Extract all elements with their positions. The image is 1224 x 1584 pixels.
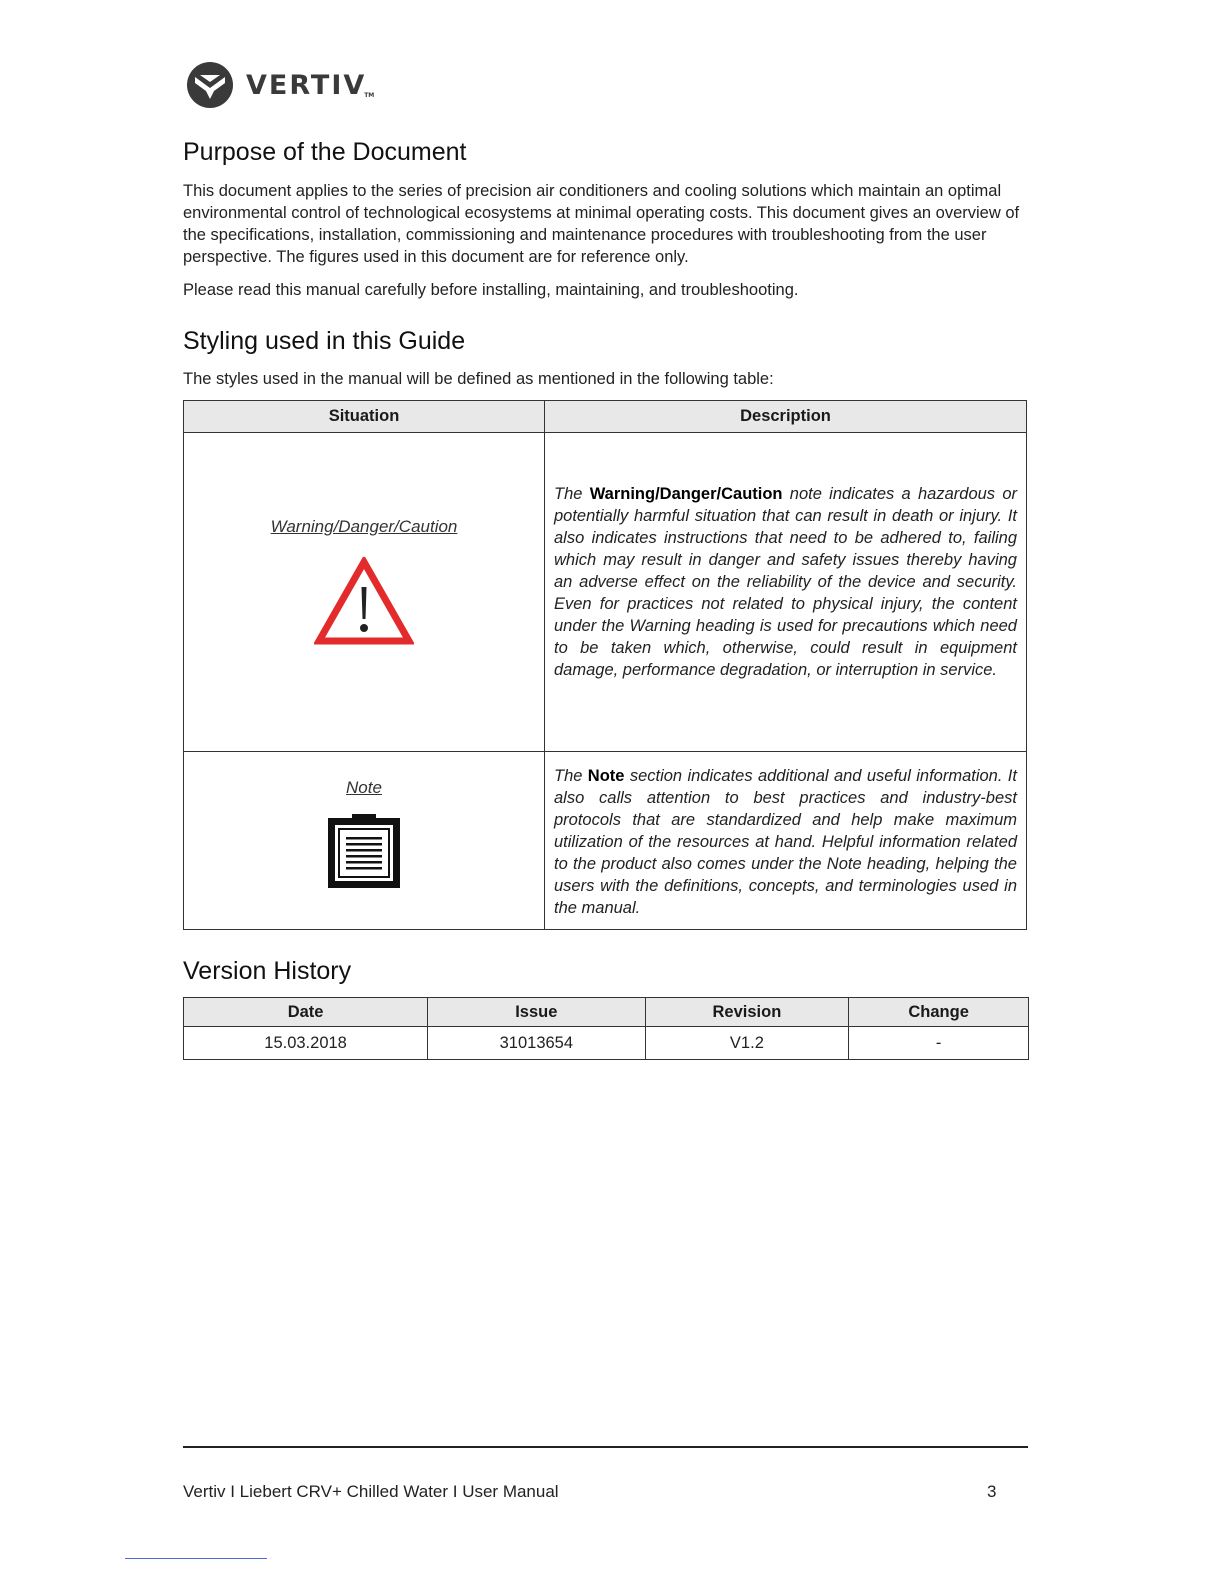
purpose-heading: Purpose of the Document (183, 138, 467, 166)
description-cell-warning (545, 433, 1027, 752)
styling-heading: Styling used in this Guide (183, 327, 466, 355)
table-row-note (184, 752, 1027, 930)
column-header-revision: Revision (645, 998, 849, 1027)
cell-revision: V1.2 (645, 1027, 849, 1060)
table-row-warning (184, 433, 1027, 752)
read-manual-paragraph: Please read this manual carefully before installing, maintaining, and troubleshooting. (183, 281, 799, 299)
column-header-issue: Issue (428, 998, 645, 1027)
version-history-table (183, 997, 1029, 1060)
vertiv-logo (186, 62, 375, 108)
column-header-description: Description (545, 401, 1027, 433)
styles-table-header-row (184, 401, 1027, 433)
cell-issue: 31013654 (428, 1027, 645, 1060)
bottom-link-underline[interactable] (125, 1558, 267, 1559)
logo-text: VERTIV TM (246, 69, 375, 101)
situation-cell-warning (184, 433, 545, 752)
styling-intro: The styles used in the manual will be defined as mentioned in the following table: (183, 370, 774, 388)
vertiv-logo-icon (186, 61, 234, 109)
description-text-note: The Note section indicates additional and useful information. It also calls attention to best practices and industry-best protocols that are standardized and help make maximum utilization of the resources at hand. Helpful information related to the product also comes under the Note heading, helping the users with the definitions, concepts, and terminologies used in the manual. (554, 767, 1017, 917)
clipboard-note-icon (324, 812, 404, 892)
footer-text: Vertiv I Liebert CRV+ Chilled Water I User Manual (183, 1482, 559, 1501)
purpose-paragraph: This document applies to the series of precision air conditioners and cooling solutions which maintain an optimal environmental control of technological ecosystems at minimal operating costs. This document gives an overview of the specifications, installation, commissioning and maintenance procedures with troubleshooting from the user perspective. The figures used in this document are for reference only. (183, 182, 1020, 266)
situation-cell-note (184, 752, 545, 930)
table-row (184, 1027, 1029, 1060)
cell-change: - (849, 1027, 1029, 1060)
column-header-change: Change (849, 998, 1029, 1027)
description-text-warning: The Warning/Danger/Caution note indicates a hazardous or potentially harmful situation that can result in death or injury. It also indicates instructions that need to be adhered to, failing which may result in danger and safety issues thereby having an adverse effect on the reliability of the device and security. Even for practices not related to physical injury, the content under the Warning heading is used for precautions which need to be taken which, otherwise, could result in equipment damage, performance degradation, or interruption in service. (554, 485, 1017, 679)
column-header-situation: Situation (184, 401, 545, 433)
column-header-date: Date (184, 998, 428, 1027)
warning-triangle-icon (314, 557, 414, 647)
styles-table (183, 400, 1027, 930)
footer-divider (183, 1446, 1028, 1448)
situation-label-warning: Warning/Danger/Caution (270, 517, 458, 536)
situation-label-note: Note (346, 778, 382, 797)
version-history-heading: Version History (183, 957, 352, 985)
description-cell-note (545, 752, 1027, 930)
page-number: 3 (987, 1482, 997, 1501)
version-table-header-row (184, 998, 1029, 1027)
cell-date: 15.03.2018 (184, 1027, 428, 1060)
